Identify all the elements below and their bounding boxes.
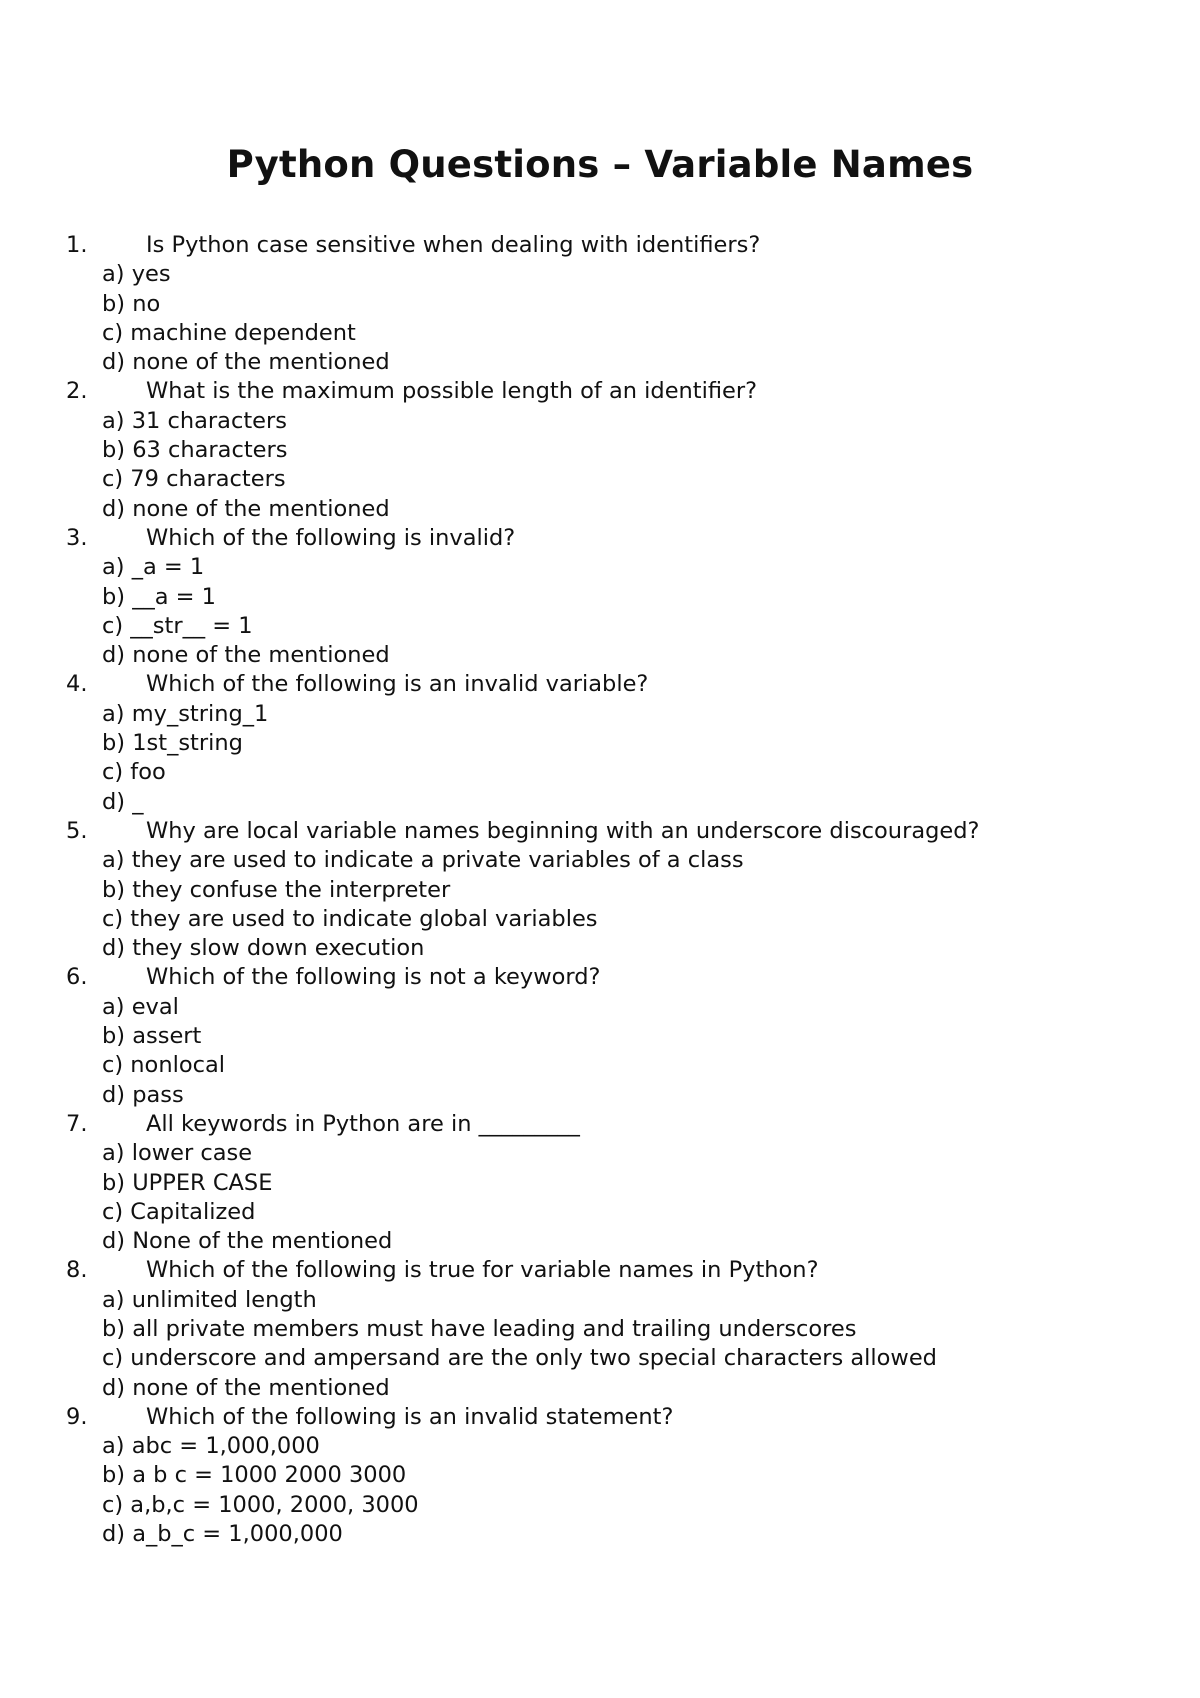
question-number: 8. [66,1257,88,1284]
option-b: b) assert [102,1023,202,1050]
option-c: c) they are used to indicate global variables [102,905,598,932]
option-a: a) yes [102,261,171,288]
question-line [0,1110,1200,1139]
question-line [0,377,1200,406]
question-line [0,231,1200,260]
option-b: b) UPPER CASE [102,1169,273,1196]
question-text: Is Python case sensitive when dealing with identifiers? [146,232,761,258]
question-8 [0,1256,1200,1402]
question-number: 6. [66,964,88,991]
question-text: Which of the following is invalid? [146,524,516,551]
option-c: c) foo [102,759,166,786]
question-line [0,524,1200,553]
question-line [0,963,1200,992]
question-text: Which of the following is an invalid variable? [146,671,649,698]
option-d: d) they slow down execution [102,935,425,962]
option-b: b) 63 characters [102,437,288,464]
question-7 [0,1110,1200,1256]
question-list [0,231,1200,1549]
question-line [0,1403,1200,1432]
option-a: a) lower case [102,1140,253,1167]
option-d: d) pass [102,1081,184,1108]
option-c: c) __str__ = 1 [102,612,253,639]
option-b: b) __a = 1 [102,583,216,610]
option-a: a) unlimited length [102,1286,317,1313]
option-d: d) none of the mentioned [102,1374,390,1401]
question-text: All keywords in Python are in _________ [146,1110,580,1137]
question-line [0,670,1200,699]
question-number: 2. [66,378,88,405]
option-c: c) machine dependent [102,319,356,346]
option-d: d) none of the mentioned [102,495,390,522]
question-text: Which of the following is not a keyword? [146,964,601,991]
question-text: Why are local variable names beginning with an underscore discouraged? [146,817,980,844]
option-a: a) eval [102,993,179,1020]
option-d: d) none of the mentioned [102,642,390,669]
option-b: b) all private members must have leading and trailing underscores [102,1315,857,1342]
option-c: c) underscore and ampersand are the only two special characters allowed [102,1345,937,1372]
question-6 [0,963,1200,1109]
question-text: Which of the following is true for variable names in Python? [146,1257,819,1284]
option-a: a) _a = 1 [102,554,205,581]
question-text: Which of the following is an invalid statement? [146,1403,674,1430]
option-a: a) they are used to indicate a private variables of a class [102,847,744,874]
option-d: d) _ [102,788,144,815]
question-number: 3. [66,524,88,551]
option-b: b) 1st_string [102,730,243,757]
question-4 [0,670,1200,816]
question-number: 9. [66,1403,88,1430]
option-d: d) None of the mentioned [102,1228,393,1255]
option-c: c) nonlocal [102,1052,226,1079]
page-title: Python Questions – Variable Names [226,143,974,186]
question-number: 7. [66,1110,88,1137]
option-a: a) my_string_1 [102,700,269,727]
option-b: b) they confuse the interpreter [102,876,451,903]
question-line [0,1256,1200,1285]
question-number: 4. [66,671,88,698]
option-d: d) a_b_c = 1,000,000 [102,1521,343,1548]
question-5 [0,817,1200,963]
option-d: d) none of the mentioned [102,349,390,376]
option-c: c) 79 characters [102,466,286,493]
question-text: What is the maximum possible length of an identifier? [146,378,758,405]
option-a: a) 31 characters [102,407,287,434]
question-3 [0,524,1200,670]
question-line [0,817,1200,846]
question-9 [0,1403,1200,1549]
option-a: a) abc = 1,000,000 [102,1433,320,1460]
option-b: b) no [102,290,161,317]
option-b: b) a b c = 1000 2000 3000 [102,1462,407,1489]
question-2 [0,377,1200,523]
question-number: 5. [66,817,88,844]
option-c: c) a,b,c = 1000, 2000, 3000 [102,1491,419,1518]
question-number: 1. [66,232,88,258]
question-1 [0,231,1200,377]
option-c: c) Capitalized [102,1198,256,1225]
